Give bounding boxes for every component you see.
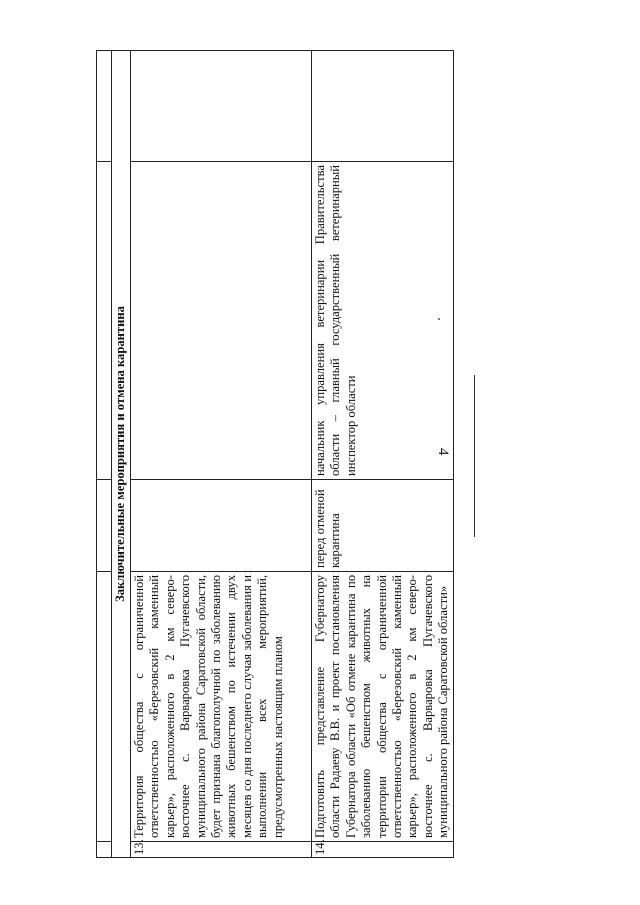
- section-heading-row: [112, 51, 131, 858]
- table-top-row: [97, 51, 112, 858]
- row-note: [312, 51, 454, 162]
- row-term: [131, 480, 312, 572]
- row-responsible: начальник управления ветеринарии Правительства области – главный государственный ветеринарный инспектор области: [312, 162, 454, 480]
- row-responsible: [131, 162, 312, 480]
- row-number: 14.: [312, 842, 454, 858]
- page-number: 4: [435, 448, 451, 456]
- row-term: перед отменой карантина: [312, 480, 454, 572]
- row-number: 13.: [131, 842, 312, 858]
- row-description: Территория общества с ограниченной ответственностью «Березовский каменный карьер», расположенного в 2 км северо-восточнее с. Варваровка Пугачевского муниципального района Саратовской области, будет признана благополучной по заболеванию животных бешенством по истечении двух месяцев со дня последнего случая заболевания и выполнении всех мероприятий, предусмотренных настоящим планом: [131, 572, 312, 842]
- section-heading: Заключительные мероприятия и отмена карантина: [112, 51, 131, 858]
- row-description: Подготовить представление Губернатору области Радаеву В.В. и проект постановления Губернатора области «Об отмене карантина по заболеванию бешенством животных на территории общества с ограниченной ответственностью «Березовский каменный карьер», расположенного в 2 км северо-восточнее с. Варваровка Пугачевского муниципального района Саратовской области»: [312, 572, 454, 842]
- measures-table-grid: [96, 50, 454, 858]
- row-note: [131, 51, 312, 162]
- measures-table: [96, 50, 451, 858]
- table-row: [131, 51, 312, 858]
- table-row: [312, 51, 454, 858]
- separator-line: [474, 375, 475, 537]
